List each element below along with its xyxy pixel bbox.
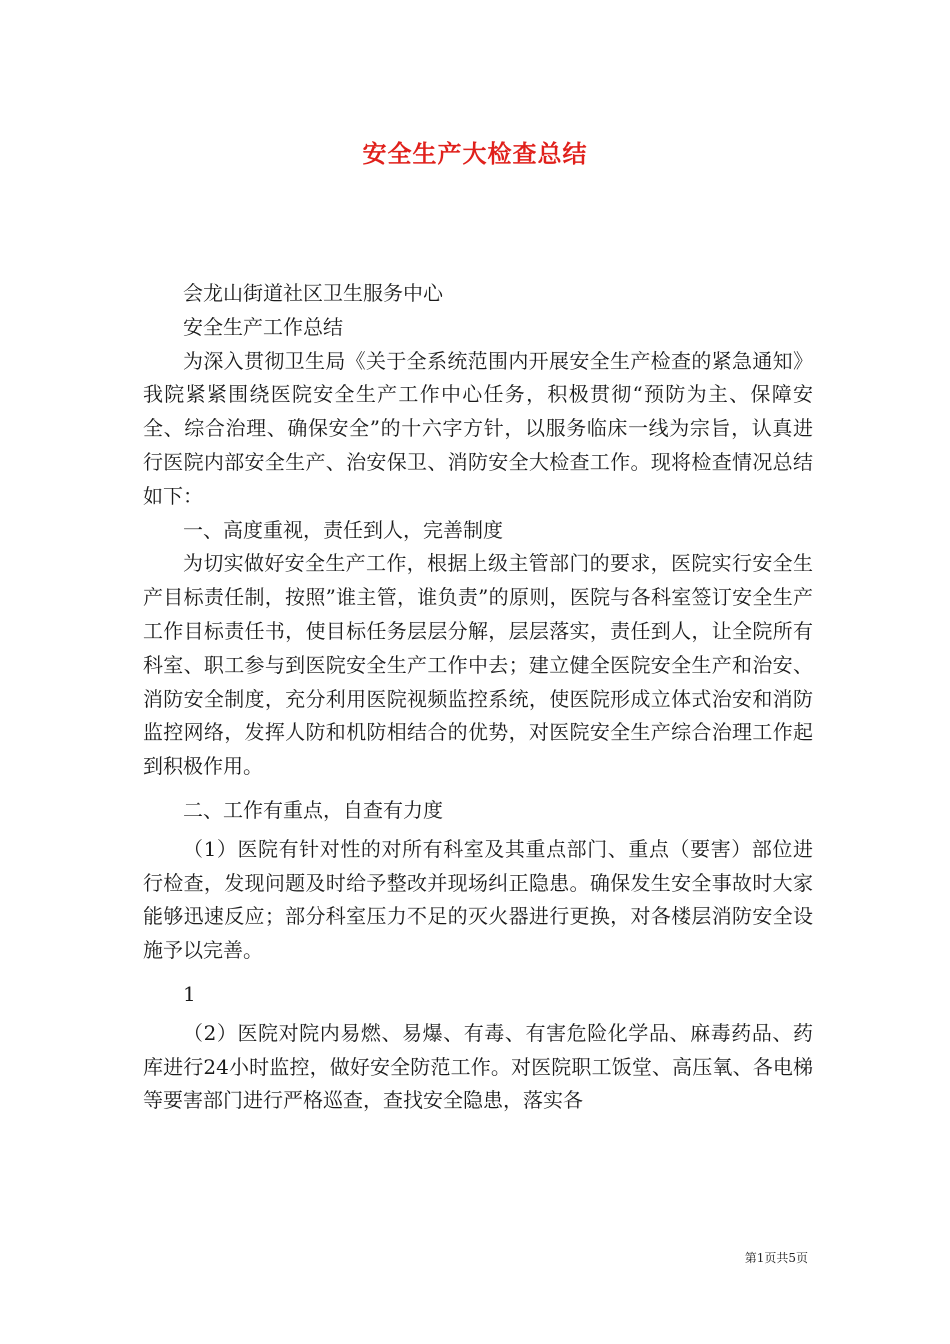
section-1-paragraph: 为切实做好安全生产工作，根据上级主管部门的要求，医院实行安全生产目标责任制，按照”谁主管，谁负责”的原则，医院与各科室签订安全生产工作目标责任书，使目标任务层层分解，层层落实，责任到人，让全院所有科室、职工参与到医院安全生产工作中去；建立健全医院安全生产和治安、消防安全制度，充分利用医院视频监控系统，使医院形成立体式治安和消防监控网络，发挥人防和机防相结合的优势，对医院安全生产综合治理工作起到积极作用。 (143, 551, 813, 779)
section-heading-2: 二、工作有重点，自查有力度 (183, 797, 443, 822)
report-subtitle-line: 安全生产工作总结 (183, 314, 343, 339)
org-name-line: 会龙山街道社区卫生服务中心 (183, 281, 443, 305)
page-indicator: 第1页共5页 (744, 1251, 808, 1265)
item-2-paragraph: （2）医院对院内易燃、易爆、有毒、有害危险化学品、麻毒药品、药库进行24小时监控，做好安全防范工作。对医院职工饭堂、高压氧、各电梯等要害部门进行严格巡查，查找安全隐患，落实各 (143, 1020, 813, 1113)
document-body (143, 277, 813, 1118)
item-1-paragraph: （1）医院有针对性的对所有科室及其重点部门、重点（要害）部位进行检查，发现问题及时给予整改并现场纠正隐患。确保发生安全事故时大家能够迅速反应；部分科室压力不足的灭火器进行更换，对各楼层消防安全设施予以完善。 (143, 836, 813, 963)
document-title: 安全生产大检查总结 (362, 139, 588, 168)
intro-paragraph: 为深入贯彻卫生局《关于全系统范围内开展安全生产检查的紧急通知》我院紧紧围绕医院安全生产工作中心任务，积极贯彻“预防为主、保障安全、综合治理、确保安全”的十六字方针，以服务临床一线为宗旨，认真进行医院内部安全生产、治安保卫、消防安全大检查工作。现将检查情况总结如下： (143, 348, 813, 508)
stray-number-line: 1 (183, 981, 196, 1006)
section-heading-1: 一、高度重视，责任到人，完善制度 (183, 517, 503, 542)
